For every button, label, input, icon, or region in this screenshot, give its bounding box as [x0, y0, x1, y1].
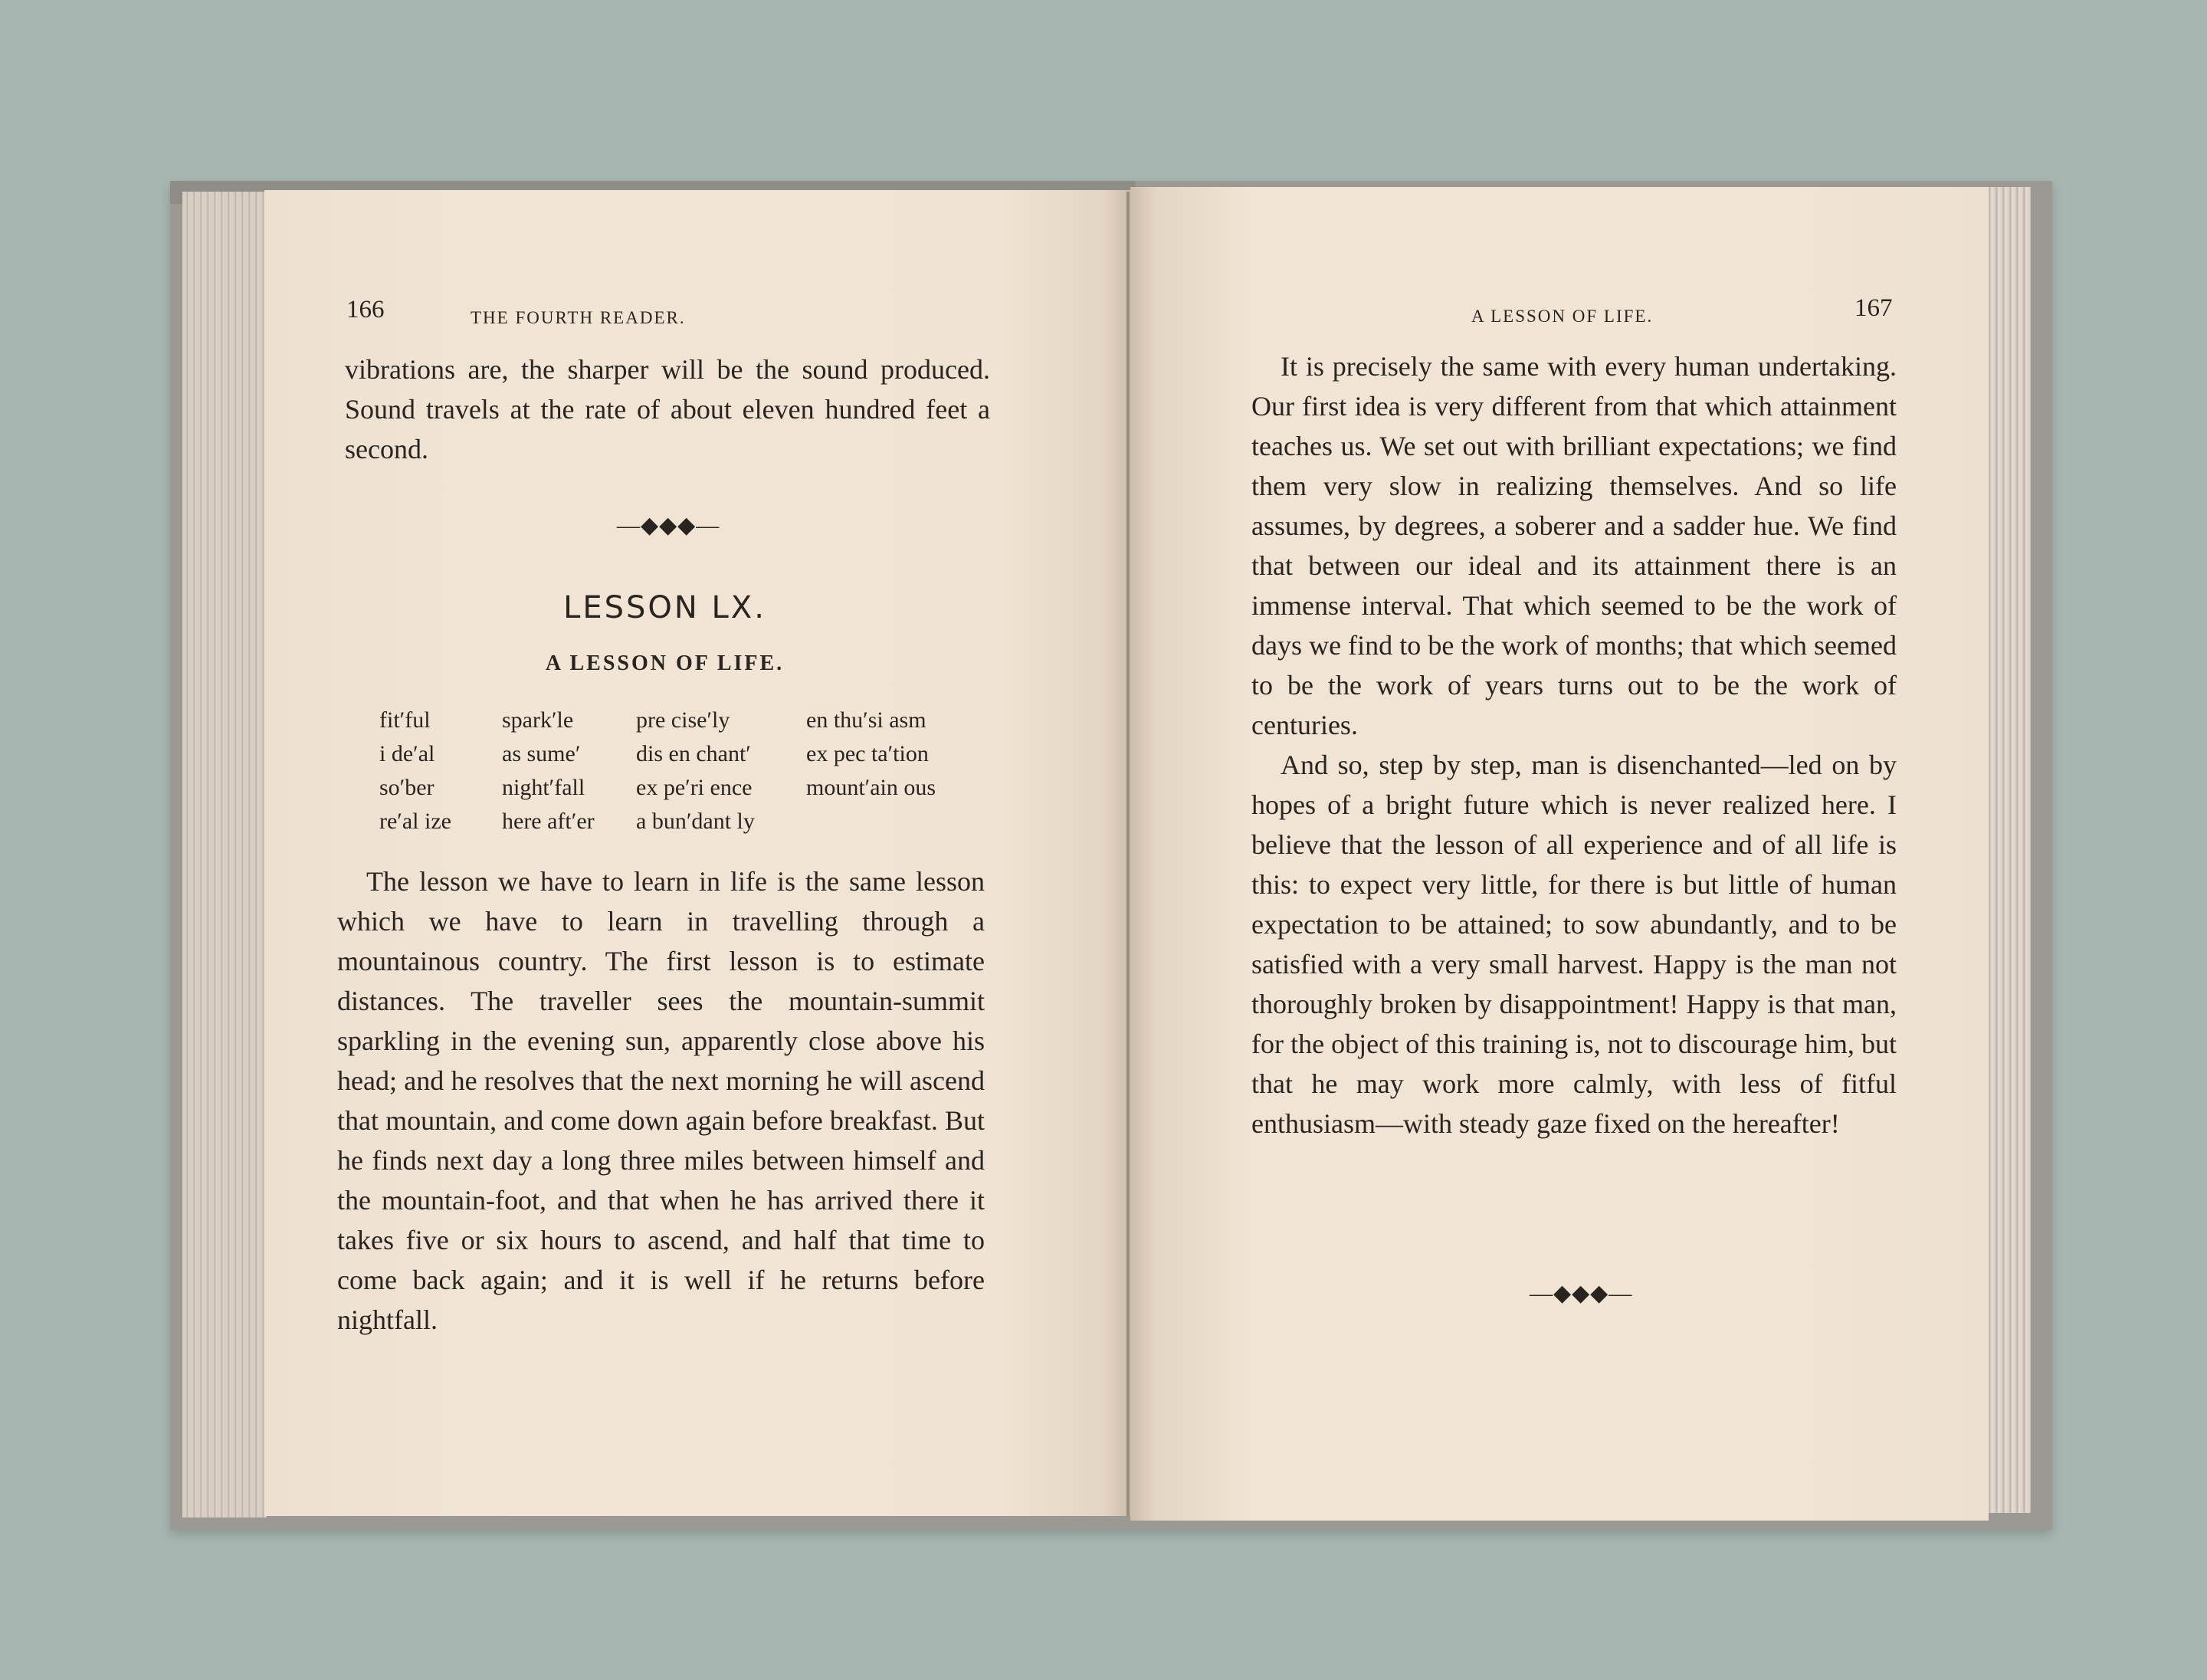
vocab-word: fit′ful	[379, 707, 431, 733]
vocab-word: re′al ize	[379, 809, 451, 834]
left-page-edges	[182, 192, 267, 1518]
body-paragraph: It is precisely the same with every human undertaking. Our first idea is very different from that which attainment teaches us. We set out with brilliant expectations; we find them very slow in realizing themselves. And so life assumes, by degrees, a soberer and a sadder hue. We find that between our ideal and its attainment there is an immense interval. That which seemed to be the work of days we find to be the work of months; that which seemed to be the work of years turns out to be the work of centuries.	[1251, 351, 1897, 740]
section-ornament: —◆◆◆—	[617, 513, 720, 538]
left-page-number: 166	[346, 296, 385, 323]
continuation-paragraph: vibrations are, the sharper will be the sound produced. Sound travels at the rate of about eleven hundred feet a second.	[345, 354, 990, 464]
left-continuation-text	[345, 349, 990, 469]
end-ornament: —◆◆◆—	[1530, 1281, 1633, 1306]
vocab-word: here aft′er	[502, 809, 595, 834]
lesson-subtitle: A LESSON OF LIFE.	[545, 651, 785, 675]
left-body-text	[337, 861, 985, 1340]
body-paragraph: The lesson we have to learn in life is the same lesson which we have to learn in travelling through a mountainous country. The first lesson is to estimate distances. The traveller sees the mountain-summit sparkling in the evening sun, apparently close above his head; and he resolves that the next morning he will ascend that mountain, and come down again before breakfast. But he finds next day a long three miles between himself and the mountain-foot, and that when he has arrived there it takes five or six hours to ascend, and half that time to come back again; and it is well if he returns before nightfall.	[337, 866, 985, 1335]
vocab-word: so′ber	[379, 775, 435, 800]
right-page-edges	[1985, 187, 2031, 1513]
book-gutter	[1126, 192, 1130, 1516]
vocab-word: spark′le	[502, 707, 574, 733]
vocab-word: ex pec ta′tion	[806, 741, 929, 766]
right-body-text	[1251, 346, 1897, 1144]
vocabulary-list	[379, 704, 975, 838]
vocab-word: pre cise′ly	[636, 707, 730, 733]
lesson-title: LESSON LX.	[563, 590, 766, 625]
vocab-word	[806, 805, 975, 838]
vocab-word: as sume′	[502, 741, 581, 766]
vocab-word: mount′ain ous	[806, 775, 936, 800]
vocab-word: en thu′si asm	[806, 707, 926, 733]
vocab-word: i de′al	[379, 741, 435, 766]
right-running-head: A LESSON OF LIFE.	[1471, 307, 1654, 326]
vocab-word: dis en chant′	[636, 741, 751, 766]
body-paragraph: And so, step by step, man is disenchanted—led on by hopes of a bright future which is never realized here. I believe that the lesson of all experience and of all life is this: to expect very little, for there is but little of human expectation to be attained; to sow abundantly, and to be satisfied with a very small harvest. Happy is the man not thoroughly broken by disappointment! Happy is that man, for the object of this training is, not to discourage him, but that he may work more calmly, with less of fitful enthusiasm—with steady gaze fixed on the hereafter!	[1251, 750, 1897, 1139]
right-page-number: 167	[1854, 294, 1893, 322]
vocab-word: night′fall	[502, 775, 585, 800]
vocab-word: ex pe′ri ence	[636, 775, 753, 800]
vocab-word: a bun′dant ly	[636, 809, 755, 834]
left-running-head: THE FOURTH READER.	[471, 308, 686, 327]
